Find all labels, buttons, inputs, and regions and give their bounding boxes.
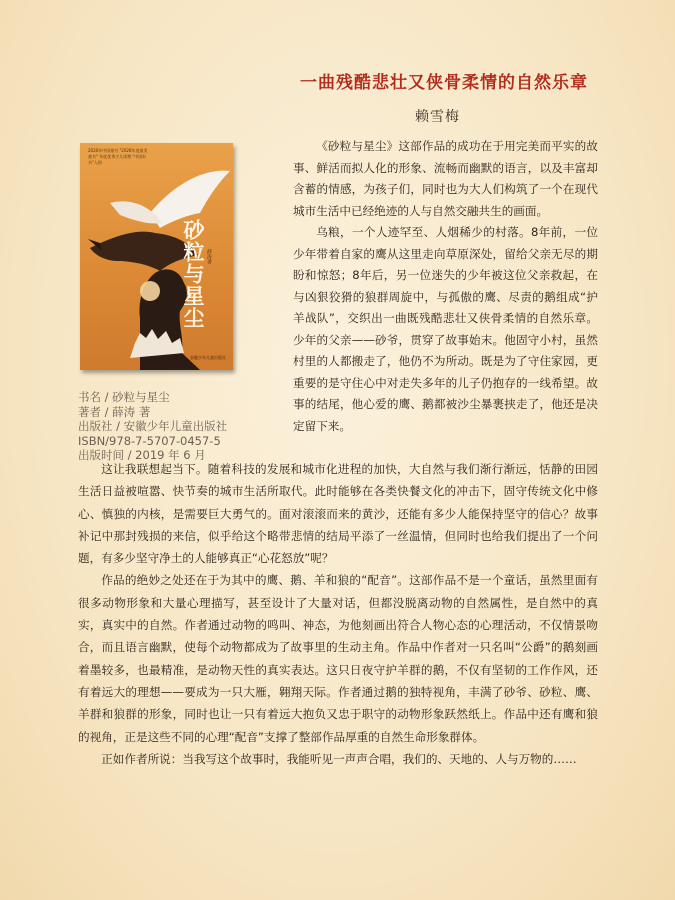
article-body — [78, 458, 598, 770]
article-title: 一曲残酷悲壮又侠骨柔情的自然乐章 — [300, 73, 588, 93]
book-publisher: 出版社 / 安徽少年儿童出版社 — [78, 419, 228, 433]
book-isbn: ISBN/978-7-5707-0457-5 — [78, 433, 221, 448]
paragraph-5: 正如作者所说：当我写这个故事时，我能听见一声声合唱，我们的、天地的、人与万物的…… — [101, 751, 577, 766]
paragraph-2: 乌粮，一个人迹罕至、人烟稀少的村落。8年前，一位少年带着自家的鹰从这里走向草原深处，留给父亲无尽的期盼和惊怒；8年后，另一位迷失的少年被这位父亲救起，在与凶狠狡猾的狼群周旋中，与孤傲的鹰、尽责的鹅组成“护羊战队”，交织出一曲既残酷悲壮又侠骨柔情的自然乐章。少年的父亲——砂爷，贯穿了故事始末。他固守小村，虽然村里的人都搬走了，他仍不为所动。既是为了守住家园，更重要的是守住心中对走失多年的儿子仍抱存的一线希望。故事的结尾，他心爱的鹰、鹅都被沙尘暴裹挟走了，他还是决定留下来。 — [293, 225, 598, 433]
cover-author: 薛涛著 — [206, 249, 212, 264]
book-writer: 著者 / 薛涛 著 — [78, 404, 151, 419]
article-author: 赖雪梅 — [415, 109, 460, 125]
paragraph-3: 这让我联想起当下。随着科技的发展和城市化进程的加快，大自然与我们渐行渐远，恬静的田园生活日益被喧嚣、快节奏的城市生活所取代。此时能够在各类快餐文化的冲击下，固守传统文化中修心、慎独的内核，是需要巨大勇气的。面对滚滚而来的黄沙，还能有多少人能保持坚守的信心？故事补记中那封残损的来信，似乎给这个略带悲情的结局平添了一丝温情，但同时也给我们提出了一个问题，有多少坚守净土的人能够真正“心花怒放”呢？ — [78, 462, 598, 566]
article-column — [293, 136, 598, 437]
cover-title: 砂粒与星尘 — [181, 219, 206, 329]
book-date: 出版时间 / 2019 年 6 月 — [78, 448, 206, 462]
paragraph-1: 《砂粒与星尘》这部作品的成功在于用完美而平实的故事、鲜活而拟人化的形象、流畅而幽默的语言，以及丰富却含蓄的情感，为孩子们，同时也为大人们构筑了一个在现代城市生活中已经绝迹的人与自然交融共生的画面。 — [293, 139, 598, 218]
paragraph-4: 作品的绝妙之处还在于为其中的鹰、鹅、羊和狼的“配音”。这部作品不是一个童话，虽然里面有很多动物形象和大量心理描写，甚至设计了大量对话，但都没脱离动物的自然属性，是自然中的真实，真实中的自然。作者通过动物的鸣叫、神态，为他刻画出符合人物心态的心理活动，不仅情景吻合，而且语言幽默，使每个动物都成为了故事里的生动主角。作品中作者对一只名叫“公爵”的鹅刻画着墨较多，也最精准，是动物天性的真实表达。这只日夜守护羊群的鹅，不仅有坚韧的工作作风，还有着远大的理想——要成为一只大雁，翱翔天际。作者通过鹅的独特视角，丰满了砂爷、砂粒、鹰、羊群和狼群的形象，同时也让一只有着远大抱负又忠于职守的动物形象跃然纸上。作品中还有鹰和狼的视角，正是这些不同的心理“配音”支撑了整部作品厚重的自然生命形象群体。 — [78, 573, 598, 744]
cover-publisher: 安徽少年儿童出版社 — [190, 355, 226, 360]
book-cover-image — [80, 143, 233, 370]
book-name: 书名 / 砂粒与星尘 — [78, 390, 170, 404]
book-info — [78, 390, 278, 463]
cover-blurb: 2020年中国童书 "2020年度最美童书" 年度优秀少儿读物 "中国好书"入围 — [88, 148, 148, 165]
